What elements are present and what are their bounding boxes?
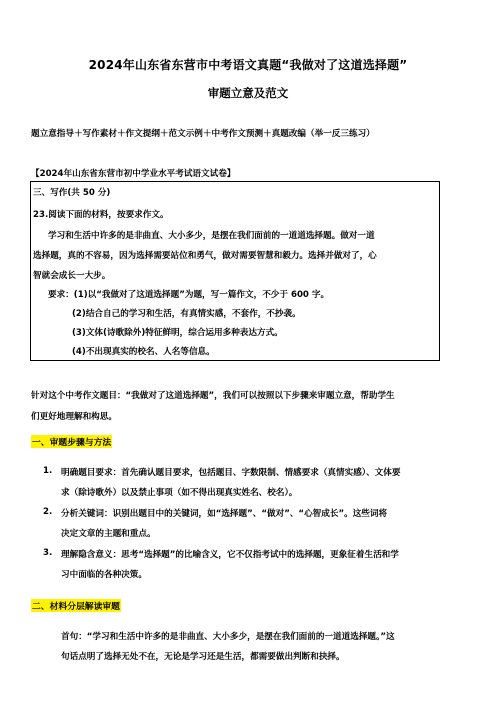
list-item-number: 3. (43, 548, 53, 558)
requirement-line: 要求：(1)以“我做对了这道选择题”为题，写一篇作文，不少于 600 字。 (48, 290, 330, 300)
list-item-number: 1. (43, 466, 53, 476)
list-item-number: 2. (43, 507, 53, 517)
section-heading-material-analysis: 二、材料分层解读审题 (31, 599, 121, 612)
requirement-line: (2)结合自己的学习和生活，有真情实感，不套作，不抄袭。 (72, 309, 301, 319)
analysis-line: 句话点明了选择无处不在，无论是学习还是生活，都需要做出判断和抉择。 (61, 652, 345, 662)
material-line: 智就会成长一大步。 (33, 271, 111, 281)
intro-line: 针对这个中考作文题目：“我做对了这道选择题”，我们可以按照以下步骤来审题立意，帮助学生 (31, 391, 395, 401)
list-item-line: 理解隐含意义：思考“选择题”的比喻含义，它不仅指考试中的选择题，更象征着生活和学 (61, 550, 399, 560)
section-heading-review-steps: 一、审题步骤与方法 (31, 435, 112, 448)
guide-summary: 题立意指导＋写作素材＋作文提纲＋范文示例＋中考作文预测＋真题改编（举一反三练习） (31, 129, 375, 139)
material-line: 学习和生活中许多的是非曲直、大小多少，是摆在我们面前的一道道选择题。做对一道 (48, 231, 375, 241)
exam-section-heading: 三、写作(共 50 分) (33, 188, 111, 198)
list-item-line: 决定文章的主题和重点。 (61, 529, 156, 539)
material-line: 选择题，真的不容易，因为选择需要站位和勇气，做对需要智慧和毅力。选择并做对了，心 (33, 251, 377, 261)
document-title: 2024年山东省东营市中考语文真题“我做对了这道选择题” (88, 58, 408, 72)
analysis-line: 首句：“学习和生活中许多的是非曲直、大小多少，是摆在我们面前的一道道选择题。”这 (61, 632, 395, 642)
list-item-line: 明确题目要求：首先确认题目要求，包括题目、字数限制、情感要求（真情实感）、文体要 (61, 468, 401, 478)
list-item-line: 求（除诗歌外）以及禁止事项（如不得出现真实姓名、校名）。 (61, 488, 298, 498)
intro-line: 们更好地理解和构思。 (31, 412, 117, 422)
requirement-line: (4)不出现真实的校名、人名等信息。 (72, 347, 215, 357)
exam-question: 23.阅读下面的材料，按要求作文。 (33, 210, 169, 220)
list-item-line: 分析关键词：识别出题目中的关键词，如“选择题”、“做对”、“心智成长”。这些词将 (61, 509, 388, 519)
exam-source-label: 【2024年山东省东营市初中学业水平考试语文试卷】 (31, 169, 236, 179)
list-item-line: 习中面临的各种决策。 (61, 570, 147, 580)
document-subtitle: 审题立意及范文 (207, 86, 289, 100)
requirement-line: (3)文体(诗歌除外)特征鲜明，综合运用多种表达方式。 (72, 328, 283, 338)
